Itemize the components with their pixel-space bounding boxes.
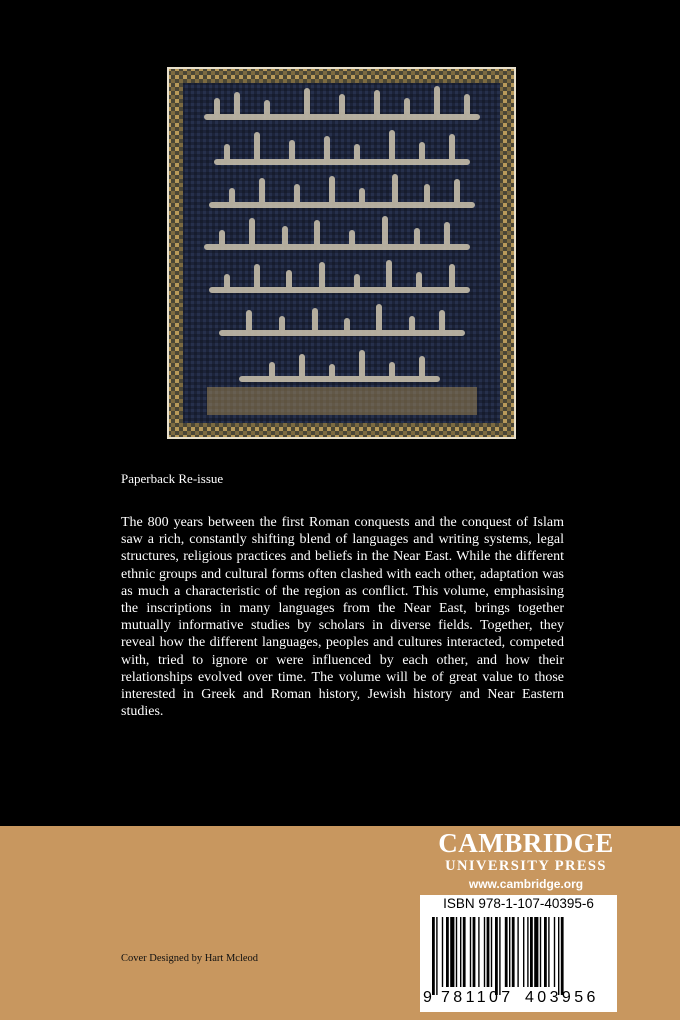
isbn-barcode <box>420 895 617 1012</box>
barcode-bar <box>460 917 461 987</box>
barcode-bar <box>561 917 564 995</box>
barcode-bar <box>484 917 485 987</box>
cover-designer-credit: Cover Designed by Hart Mcleod <box>121 953 259 964</box>
barcode-bar <box>512 917 515 987</box>
barcode-bar <box>544 917 547 987</box>
barcode-bars <box>432 917 606 997</box>
barcode-bar <box>495 917 498 995</box>
isbn-label: ISBN 978-1-107-40395-6 <box>443 896 594 911</box>
barcode-bar <box>473 917 476 987</box>
publisher-subname: UNIVERSITY PRESS <box>445 858 607 874</box>
edition-label: Paperback Re-issue <box>121 471 224 486</box>
barcode-bar <box>505 917 508 987</box>
publisher-url[interactable]: www.cambridge.org <box>468 877 584 891</box>
barcode-bar <box>478 917 479 987</box>
publisher-logo <box>433 830 619 893</box>
barcode-bar <box>442 917 443 987</box>
barcode-bar <box>450 917 454 987</box>
barcode-bar <box>509 917 510 987</box>
barcode-bar <box>530 917 533 987</box>
barcode-left-digits: 781107 <box>441 989 514 1006</box>
book-description: The 800 years between the first Roman conquests and the conquest of Islam saw a rich, constantly shifting blend of languages and writing systems, legal structures, religious practices and beliefs in the Near East. While the different ethnic groups and cultural forms often clashed with each other, adaptation was as much a characteristic of the region as conflict. This volume, emphasising the inscriptions in many languages from the Near East, brings together mutually informative studies by scholars in diverse fields. Together, they reveal how the different languages, peoples and cultures interacted, competed with, tried to ignore or were influenced by each other, and how their relationships evolved over time. The volume will be of great value to those interested in Greek and Roman history, Jewish history and Near Eastern studies. <box>121 515 564 720</box>
barcode-bar <box>499 917 500 995</box>
barcode-bar <box>446 917 449 987</box>
barcode-bar <box>540 917 541 987</box>
barcode-bar <box>534 917 538 987</box>
barcode-right-digits: 403956 <box>525 989 599 1006</box>
barcode-bar <box>558 917 559 995</box>
barcode-bar <box>436 917 437 995</box>
barcode-bar <box>548 917 549 987</box>
mosaic-inscription-image <box>167 67 516 439</box>
barcode-bar <box>491 917 492 987</box>
barcode-bar <box>527 917 528 987</box>
barcode-bar <box>456 917 457 987</box>
barcode-bar <box>463 917 466 987</box>
barcode-bar <box>523 917 524 987</box>
barcode-lead-digit: 9 <box>423 989 432 1006</box>
barcode-bar <box>432 917 435 995</box>
barcode-bar <box>487 917 490 987</box>
barcode-bar <box>517 917 518 987</box>
barcode-bar <box>554 917 555 987</box>
barcode-bar <box>470 917 471 987</box>
publisher-name: CAMBRIDGE <box>438 828 614 858</box>
